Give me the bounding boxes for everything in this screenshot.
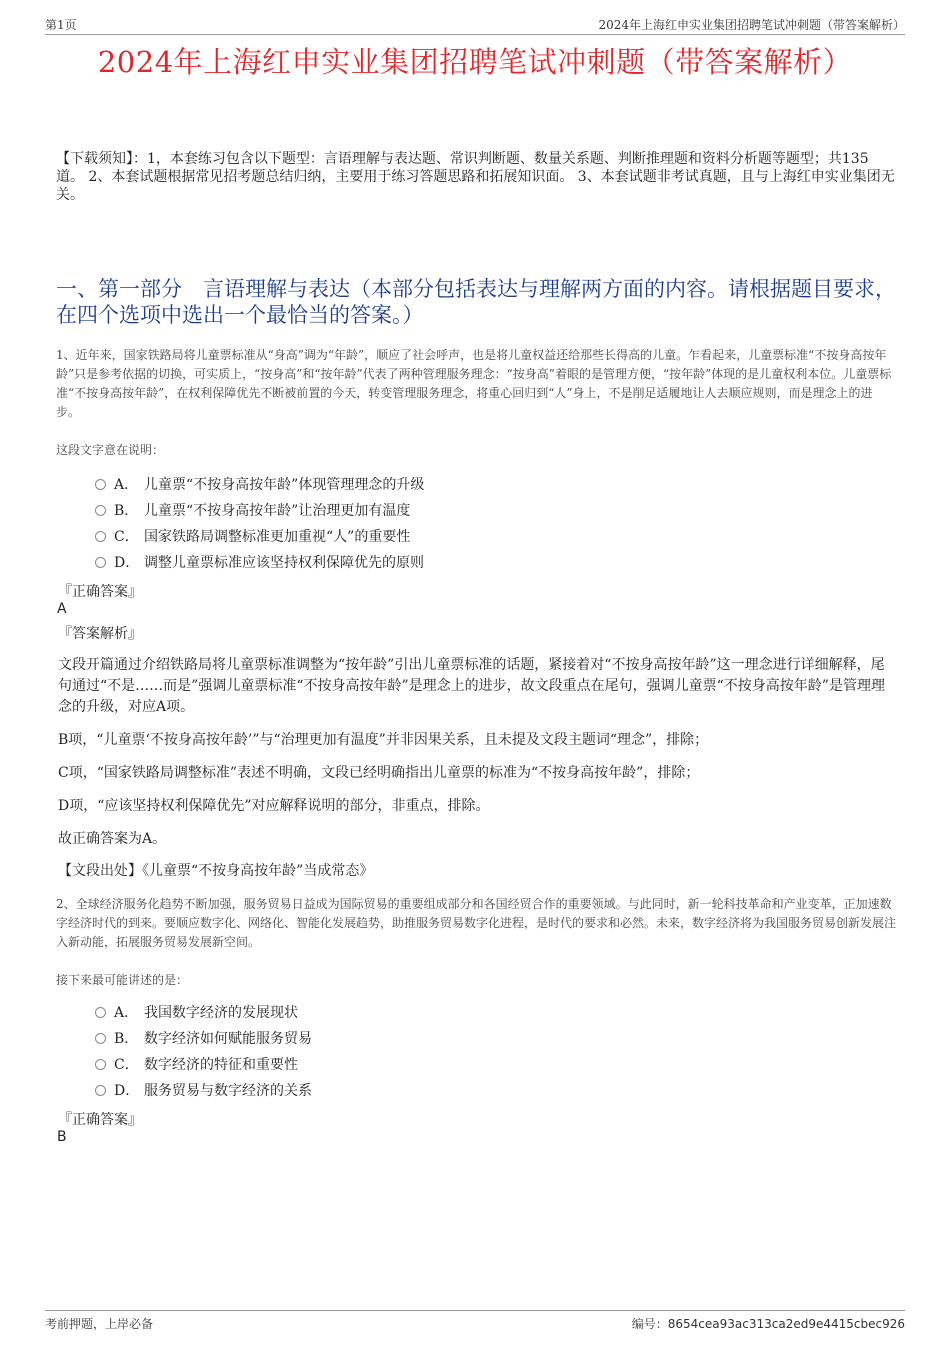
question-1-text: 1、近年来，国家铁路局将儿童票标准从“身高”调为“年龄”，顺应了社会呼声，也是将儿童权益还给那些长得高的儿童。乍看起来，儿童票标准“不按身高按年龄”只是参考依据的切换，可实质上，“按身高”和“按年龄”代表了两种管理服务理念：“按身高”着眼的是管理方便，“按年龄”体现的是儿童权利本位。儿童票标准“不按身高按年龄”，在权利保障优先不断被前置的今天，转变管理服务理念，将重心回归到“人”身上，不是削足适履地让人去顺应规则，而是理念上的进步。 <box>56 348 892 419</box>
option-a[interactable]: A． 儿童票“不按身高按年龄”体现管理理念的升级 <box>95 472 795 498</box>
question-1-options <box>95 472 795 576</box>
document-title: 2024年上海红申实业集团招聘笔试冲刺题（带答案解析） <box>97 45 853 79</box>
analysis-paragraph: 故正确答案为A。 <box>58 831 167 847</box>
question-1-ask: 这段文字意在说明： <box>56 443 165 457</box>
page-number: 第1页 <box>45 18 77 32</box>
footer-code: 编号：8654cea93ac313ca2ed9e4415cbec926 <box>631 1317 905 1331</box>
radio-icon[interactable] <box>95 531 106 542</box>
radio-icon[interactable] <box>95 1033 106 1044</box>
section-title: 一、第一部分 言语理解与表达（本部分包括表达与理解两方面的内容。请根据题目要求，在四个选项中选出一个最恰当的答案。） <box>56 277 896 327</box>
option-c[interactable]: C． 数字经济的特征和重要性 <box>95 1052 795 1078</box>
analysis-label: 『答案解析』 <box>58 626 142 642</box>
radio-icon[interactable] <box>95 1007 106 1018</box>
analysis-body <box>58 655 898 862</box>
page-footer <box>45 1310 905 1335</box>
page-header <box>45 14 905 35</box>
option-c[interactable]: C． 国家铁路局调整标准更加重视“人”的重要性 <box>95 524 795 550</box>
option-d[interactable]: D． 服务贸易与数字经济的关系 <box>95 1078 795 1104</box>
option-d[interactable]: D． 调整儿童票标准应该坚持权利保障优先的原则 <box>95 550 795 576</box>
question-2-ask: 接下来最可能讲述的是： <box>56 973 189 987</box>
analysis-paragraph: D项，“应该坚持权利保障优先”对应解释说明的部分，非重点，排除。 <box>58 798 490 814</box>
answer-label: 『正确答案』 <box>58 584 142 600</box>
option-a[interactable]: A． 我国数字经济的发展现状 <box>95 1000 795 1026</box>
answer-label: 『正确答案』 <box>58 1112 142 1128</box>
question-2-text: 2、全球经济服务化趋势不断加强，服务贸易日益成为国际贸易的重要组成部分和各国经贸合作的重要领域。与此同时，新一轮科技革命和产业变革，正加速数字经济时代的到来。要顺应数字化、网络化、智能化发展趋势，助推服务贸易数字化进程，是时代的要求和必然。未来，数字经济将为我国服务贸易创新发展注入新动能，拓展服务贸易发展新空间。 <box>56 897 897 949</box>
option-b[interactable]: B． 儿童票“不按身高按年龄”让治理更加有温度 <box>95 498 795 524</box>
radio-icon[interactable] <box>95 1059 106 1070</box>
analysis-paragraph: B项，“儿童票‘不按身高按年龄’”与“治理更加有温度”并非因果关系，且未提及文段主题词“理念”，排除； <box>58 732 709 748</box>
radio-icon[interactable] <box>95 557 106 568</box>
answer-value: A <box>57 601 67 617</box>
analysis-paragraph: 文段开篇通过介绍铁路局将儿童票标准调整为“按年龄”引出儿童票标准的话题，紧接着对“不按身高按年龄”这一理念进行详细解释，尾句通过“不是……而是”强调儿童票标准“不按身高按年龄”是理念上的进步，故文段重点在尾句，强调儿童票“不按身高按年龄”是管理理念的升级，对应A项。 <box>58 657 885 715</box>
download-notice: 【下载须知】：1，本套练习包含以下题型：言语理解与表达题、常识判断题、数量关系题、判断推理题和资料分析题等题型；共135道。 2、本套试题根据常见招考题总结归纳，主要用于练习答题思路和拓展知识面。 3、本套试题非考试真题，且与上海红申实业集团无关。 <box>56 151 895 203</box>
answer-value: B <box>57 1129 67 1145</box>
option-b[interactable]: B． 数字经济如何赋能服务贸易 <box>95 1026 795 1052</box>
radio-icon[interactable] <box>95 1085 106 1096</box>
header-doc-name: 2024年上海红申实业集团招聘笔试冲刺题（带答案解析） <box>598 18 905 32</box>
footer-slogan: 考前押题，上岸必备 <box>45 1317 154 1331</box>
radio-icon[interactable] <box>95 479 106 490</box>
source-note: 【文段出处】《儿童票“不按身高按年龄”当成常态》 <box>58 863 374 879</box>
radio-icon[interactable] <box>95 505 106 516</box>
analysis-paragraph: C项，“国家铁路局调整标准”表述不明确，文段已经明确指出儿童票的标准为“不按身高按年龄”，排除； <box>58 765 700 781</box>
question-2-options <box>95 1000 795 1104</box>
